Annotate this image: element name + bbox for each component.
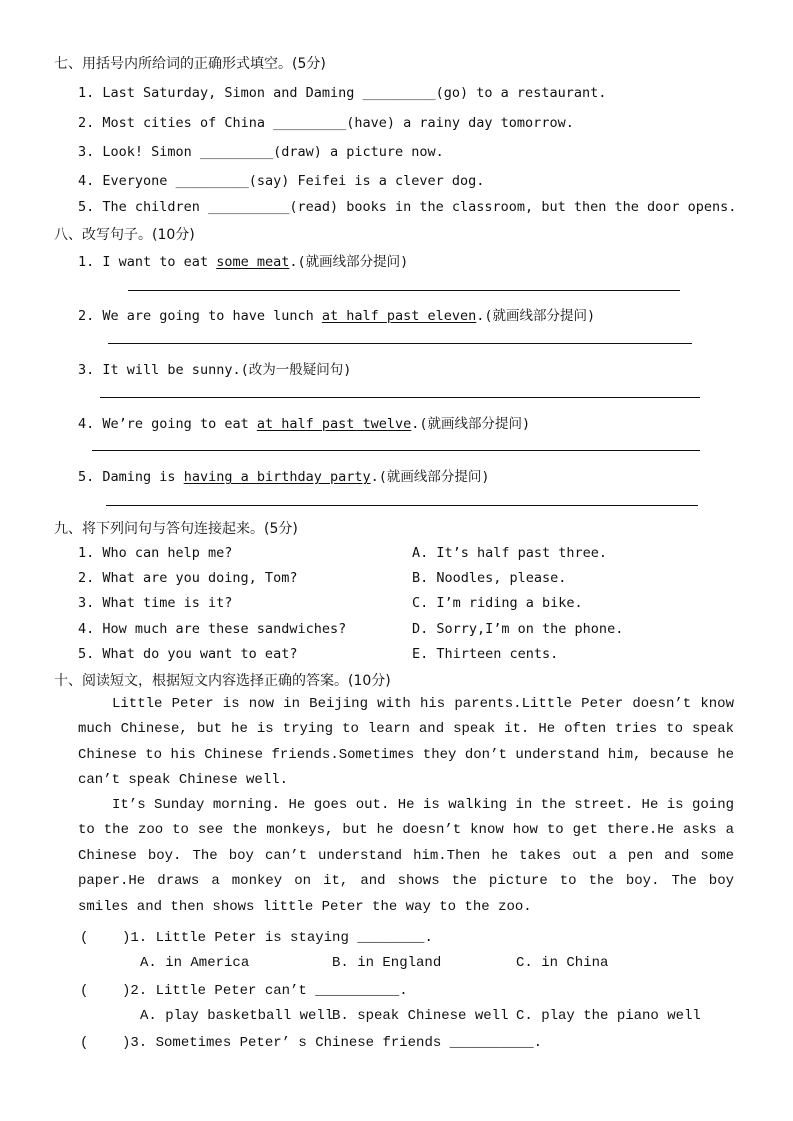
choice-option[interactable]: B. in England <box>332 955 442 971</box>
s7-item-4: 4. Everyone _________(say) Feifei is a clever dog. <box>78 173 485 189</box>
fill-blank[interactable]: _________ <box>175 173 249 189</box>
section-8-title: 八、改写句子。(10分) <box>54 227 195 243</box>
match-answer[interactable]: C. I’m riding a bike. <box>412 595 583 611</box>
s7-item-2: 2. Most cities of China _________(have) a rainy day tomorrow. <box>78 115 574 131</box>
answer-line[interactable] <box>128 290 680 291</box>
choice-option[interactable]: B. speak Chinese well <box>332 1008 509 1024</box>
s7-item-1: 1. Last Saturday, Simon and Daming _________(go) to a restaurant. <box>78 85 607 101</box>
s8-item-2: 2. We are going to have lunch at half past eleven.(就画线部分提问) <box>78 308 596 324</box>
fill-blank[interactable]: _________ <box>199 144 274 160</box>
match-answer[interactable]: A. It’s half past three. <box>412 545 608 561</box>
reading-question-3[interactable]: ( )3. Sometimes Peter’ s Chinese friends __________. <box>80 1035 543 1051</box>
reading-paragraph-1: Little Peter is now in Beijing with his parents.Little Peter doesn’t know much Chinese, but he is trying to learn and speak it. He often tries to speak Chinese to his Chinese friends.Sometimes they don’t understand him, because he can’t speak Chinese well. <box>78 696 734 789</box>
answer-line[interactable] <box>100 397 700 398</box>
answer-line[interactable] <box>106 505 698 506</box>
section-10-title: 十、阅读短文，根据短文内容选择正确的答案。(10分) <box>54 673 391 689</box>
choice-option[interactable]: A. in America <box>140 955 250 971</box>
reading-question-1[interactable]: ( )1. Little Peter is staying ________. <box>80 930 433 946</box>
match-question[interactable]: 4. How much are these sandwiches? <box>78 621 347 637</box>
match-question[interactable]: 1. Who can help me? <box>78 545 233 561</box>
match-answer[interactable]: B. Noodles, please. <box>412 570 567 586</box>
section-7-title: 七、用括号内所给词的正确形式填空。(5分) <box>54 56 326 72</box>
s8-item-3: 3. It will be sunny.(改为一般疑问句) <box>78 362 352 378</box>
reading-paragraph-2: It’s Sunday morning. He goes out. He is walking in the street. He is going to the zoo to see the monkeys, but he doesn’t know how to get there.He asks a Chinese boy. The boy can’t understand him.Then he takes out a pen and some paper.He draws a monkey on it, and shows the picture to the boy. The boy smiles and then shows little Peter the way to the zoo. <box>78 797 734 915</box>
fill-blank[interactable]: __________ <box>208 199 290 215</box>
choice-option[interactable]: A. play basketball well <box>140 1008 334 1024</box>
s8-item-5: 5. Daming is having a birthday party.(就画线部分提问) <box>78 469 490 485</box>
match-question[interactable]: 2. What are you doing, Tom? <box>78 570 298 586</box>
match-question[interactable]: 3. What time is it? <box>78 595 233 611</box>
s7-item-5: 5. The children __________(read) books in the classroom, but then the door opens. <box>78 199 737 215</box>
match-answer[interactable]: E. Thirteen cents. <box>412 646 559 662</box>
match-answer[interactable]: D. Sorry,I’m on the phone. <box>412 621 624 637</box>
section-9-title: 九、将下列问句与答句连接起来。(5分) <box>54 521 298 537</box>
s7-item-3: 3. Look! Simon _________(draw) a picture now. <box>78 144 444 160</box>
match-question[interactable]: 5. What do you want to eat? <box>78 646 298 662</box>
reading-question-2[interactable]: ( )2. Little Peter can’t __________. <box>80 983 408 999</box>
s8-item-4: 4. We’re going to eat at half past twelve.(就画线部分提问) <box>78 416 531 432</box>
s8-item-1: 1. I want to eat some meat.(就画线部分提问) <box>78 254 409 270</box>
answer-line[interactable] <box>92 450 700 451</box>
choice-option[interactable]: C. in China <box>516 955 609 971</box>
fill-blank[interactable]: _________ <box>273 115 347 131</box>
fill-blank[interactable]: _________ <box>362 85 436 101</box>
answer-line[interactable] <box>108 343 692 344</box>
choice-option[interactable]: C. play the piano well <box>516 1008 701 1024</box>
